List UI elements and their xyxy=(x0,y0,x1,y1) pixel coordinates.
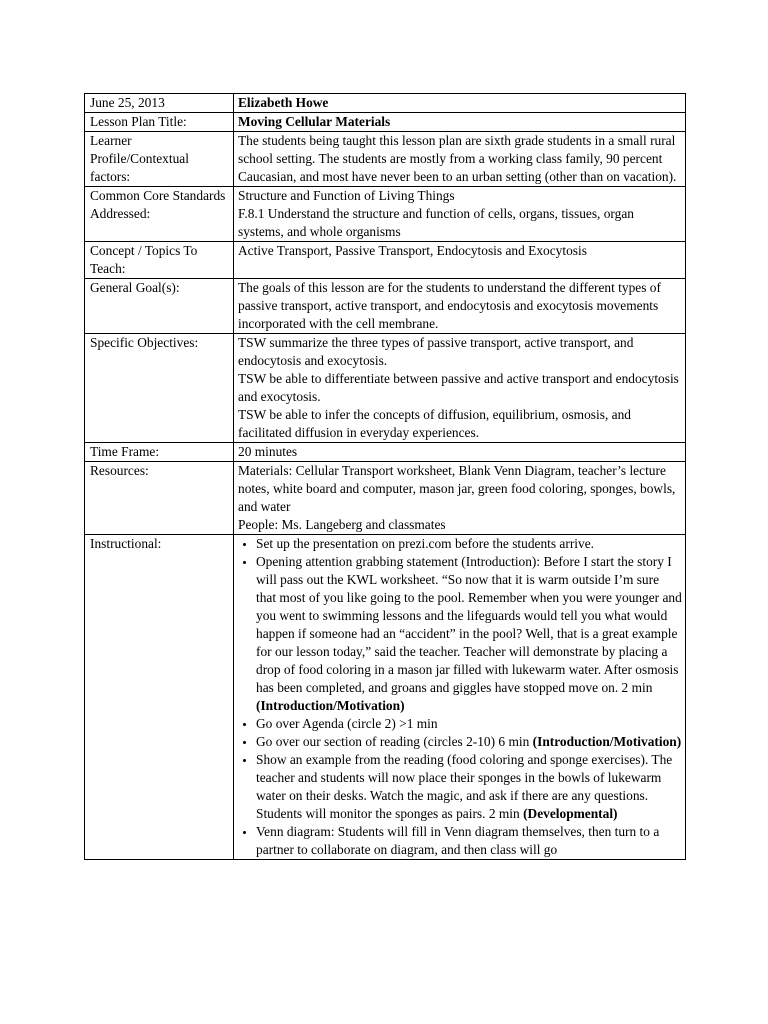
lesson-title: Moving Cellular Materials xyxy=(234,113,686,132)
step-text: Opening attention grabbing statement (Introduction): Before I start the story I will pass out the KWL worksheet. “So now that it is warm outside I’m sure that most of you like going to the pool. Remember when you were younger and you went to swimming lessons and the lifeguards would tell you what would happen if someone had an “accident” in the pool? Well, that is a great example for our lesson today,” said the teacher. Teacher will demonstrate by placing a drop of food coloring in a mason jar filled with lukewarm water. After osmosis has been completed, and groans and giggles have stopped move on. 2 min xyxy=(256,554,682,695)
resources-label: Resources: xyxy=(85,462,234,535)
teacher-name: Elizabeth Howe xyxy=(234,94,686,113)
instructional-step xyxy=(256,553,682,715)
standards-line-1: Structure and Function of Living Things xyxy=(238,188,455,203)
instructional-step xyxy=(256,823,682,859)
objective-item: TSW summarize the three types of passive transport, active transport, and endocytosis and exocytosis. xyxy=(238,335,634,368)
instructional-step xyxy=(256,733,682,751)
learner-value: The students being taught this lesson plan are sixth grade students in a small rural school setting. The students are mostly from a working class family, 90 percent Caucasian, and most have never been to an urban setting (other than on vacation). xyxy=(234,132,686,187)
lesson-plan-page xyxy=(84,93,685,860)
resources-people: People: Ms. Langeberg and classmates xyxy=(238,517,446,532)
row-goal xyxy=(85,279,686,334)
concept-value: Active Transport, Passive Transport, Endocytosis and Exocytosis xyxy=(234,242,686,279)
standards-value xyxy=(234,187,686,242)
instructional-step xyxy=(256,751,682,823)
row-objectives xyxy=(85,334,686,443)
objective-item: TSW be able to infer the concepts of diffusion, equilibrium, osmosis, and facilitated diffusion in everyday experiences. xyxy=(238,407,631,440)
resources-materials: Materials: Cellular Transport worksheet, Blank Venn Diagram, teacher’s lecture notes, white board and computer, mason jar, green food coloring, sponges, bowls, and water xyxy=(238,463,676,514)
row-title xyxy=(85,113,686,132)
goal-label: General Goal(s): xyxy=(85,279,234,334)
objectives-value xyxy=(234,334,686,443)
objectives-label: Specific Objectives: xyxy=(85,334,234,443)
goal-value: The goals of this lesson are for the students to understand the different types of passive transport, active transport, and endocytosis and exocytosis movements incorporated with the cell membrane. xyxy=(234,279,686,334)
instructional-value xyxy=(234,535,686,860)
step-text: Show an example from the reading (food coloring and sponge exercises). The teacher and students will now place their sponges in the bowls of lukewarm water on their desks. Watch the magic, and ask if there are any questions. Students will monitor the sponges as pairs. 2 min xyxy=(256,752,673,821)
objective-item: TSW be able to differentiate between passive and active transport and endocytosis and exocytosis. xyxy=(238,371,679,404)
title-label: Lesson Plan Title: xyxy=(85,113,234,132)
row-time xyxy=(85,443,686,462)
date-cell: June 25, 2013 xyxy=(85,94,234,113)
row-learner xyxy=(85,132,686,187)
step-text: Set up the presentation on prezi.com before the students arrive. xyxy=(256,536,595,551)
standards-line-2: F.8.1 Understand the structure and function of cells, organs, tissues, organ systems, and whole organisms xyxy=(238,206,634,239)
resources-value xyxy=(234,462,686,535)
instructional-label: Instructional: xyxy=(85,535,234,860)
step-phase: (Introduction/Motivation) xyxy=(256,698,405,713)
time-value: 20 minutes xyxy=(234,443,686,462)
concept-label: Concept / Topics To Teach: xyxy=(85,242,234,279)
step-text: Go over Agenda (circle 2) >1 min xyxy=(256,716,438,731)
standards-label: Common Core Standards Addressed: xyxy=(85,187,234,242)
row-date xyxy=(85,94,686,113)
instructional-list xyxy=(238,535,682,859)
time-label: Time Frame: xyxy=(85,443,234,462)
lesson-plan-table xyxy=(84,93,686,860)
step-phase: (Introduction/Motivation) xyxy=(532,734,682,749)
step-text: Go over our section of reading (circles 2-10) 6 min xyxy=(256,734,533,749)
instructional-step xyxy=(256,535,682,553)
step-phase: (Developmental) xyxy=(523,806,618,821)
row-resources xyxy=(85,462,686,535)
learner-label: Learner Profile/Contextual factors: xyxy=(85,132,234,187)
instructional-step xyxy=(256,715,682,733)
row-standards xyxy=(85,187,686,242)
row-concept xyxy=(85,242,686,279)
step-text: Venn diagram: Students will fill in Venn diagram themselves, then turn to a partner to collaborate on diagram, and then class will go xyxy=(256,824,660,857)
row-instructional xyxy=(85,535,686,860)
